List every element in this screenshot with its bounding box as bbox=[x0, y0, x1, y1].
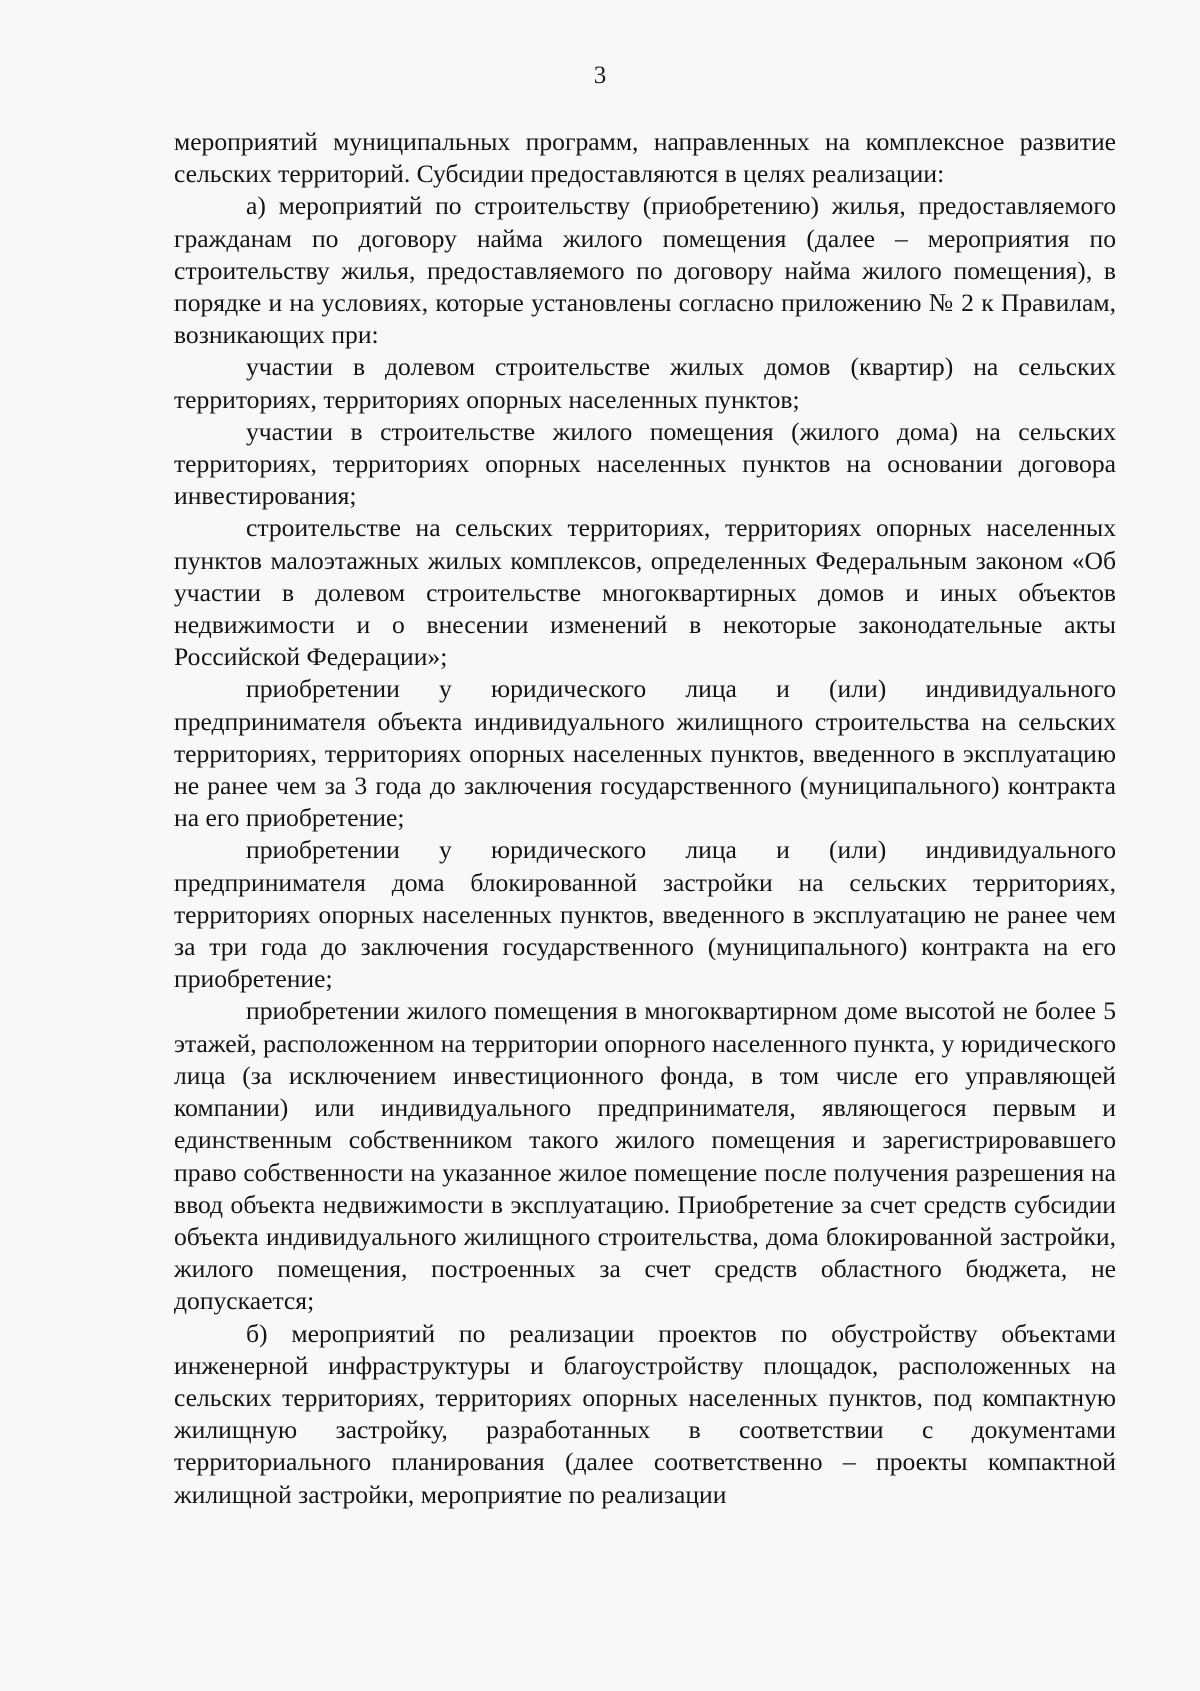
paragraph-item-b: б) мероприятий по реализации проектов по обустройству объектами инженерной инфраструктуры и благоустройству площадок, расположенных на сельских территориях, территориях опорных населенных пунктов, под компактную жилищную застройку, разработанных в соответствии с документами территориального планирования (далее соответственно – проекты компактной жилищной застройки, мероприятие по реализации bbox=[174, 1318, 1116, 1509]
paragraph-item-a: а) мероприятий по строительству (приобретению) жилья, предоставляемого гражданам по договору найма жилого помещения (далее – мероприятия по строительству жилья, предоставляемого по договору найма жилого помещения), в порядке и на условиях, которые установлены согласно приложению № 2 к Правилам, возникающих при: bbox=[174, 191, 1116, 350]
page-number: 3 bbox=[593, 62, 607, 89]
paragraph-shared-construction: участии в долевом строительстве жилых домов (квартир) на сельских территориях, территориях опорных населенных пунктов; bbox=[174, 352, 1116, 414]
paragraph-investment-construction: участии в строительстве жилого помещения (жилого дома) на сельских территориях, территориях опорных населенных пунктов на основании договора инвестирования; bbox=[174, 416, 1116, 511]
paragraph-low-rise-complexes: строительстве на сельских территориях, территориях опорных населенных пунктов малоэтажных жилых комплексов, определенных Федеральным законом «Об участии в долевом строительстве многоквартирных домов и иных объектов недвижимости и о внесении изменений в некоторые законодательные акты Российской Федерации»; bbox=[174, 513, 1116, 672]
paragraph-blocked-housing: приобретении у юридического лица и (или) индивидуального предпринимателя дома блокированной застройки на сельских территориях, территориях опорных населенных пунктов, введенного в эксплуатацию не ранее чем за три года до заключения государственного (муниципального) контракта на его приобретение; bbox=[174, 835, 1116, 994]
paragraph-individual-housing: приобретении у юридического лица и (или) индивидуального предпринимателя объекта индивидуального жилищного строительства на сельских территориях, территориях опорных населенных пунктов, введенного в эксплуатацию не ранее чем за 3 года до заключения государственного (муниципального) контракта на его приобретение; bbox=[174, 674, 1116, 833]
paragraph-continuation: мероприятий муниципальных программ, направленных на комплексное развитие сельских территорий. Субсидии предоставляются в целях реализации: bbox=[174, 127, 1116, 189]
document-body bbox=[174, 126, 1116, 1511]
paragraph-apartment-purchase: приобретении жилого помещения в многоквартирном доме высотой не более 5 этажей, расположенном на территории опорного населенного пункта, у юридического лица (за исключением инвестиционного фонда, в том числе его управляющей компании) или индивидуального предпринимателя, являющегося первым и единственным собственником такого жилого помещения и зарегистрировавшего право собственности на указанное жилое помещение после получения разрешения на ввод объекта недвижимости в эксплуатацию. Приобретение за счет средств субсидии объекта индивидуального жилищного строительства, дома блокированной застройки, жилого помещения, построенных за счет средств областного бюджета, не допускается; bbox=[174, 996, 1116, 1316]
